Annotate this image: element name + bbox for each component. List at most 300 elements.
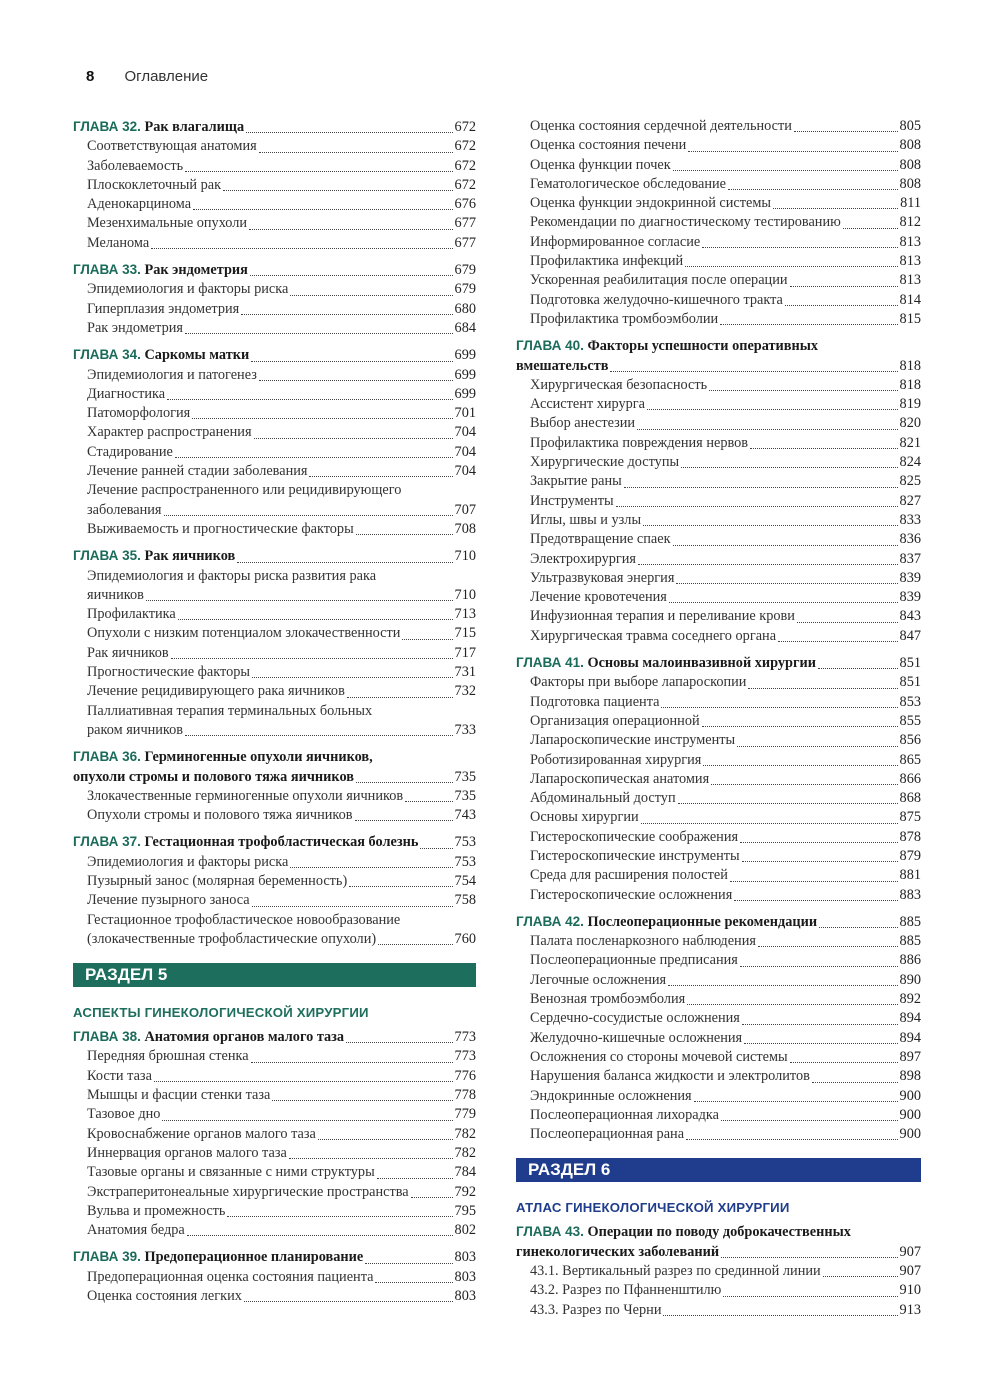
toc-entry[interactable] — [516, 414, 921, 433]
dot-leader — [638, 564, 898, 565]
page-number: 735 — [454, 768, 476, 785]
entry-title: Информированное согласие — [530, 233, 701, 250]
chapter-block — [516, 336, 921, 646]
toc-entry[interactable] — [73, 682, 476, 701]
toc-entry[interactable] — [516, 932, 921, 951]
page-number: 866 — [899, 770, 921, 787]
page-number: 886 — [899, 952, 921, 969]
entry-title: Ускоренная реабилитация после операции — [530, 272, 788, 289]
entry-title: Опухоли с низким потенциалом злокачественности — [87, 625, 401, 642]
entry-title: Анатомия бедра — [87, 1222, 185, 1239]
toc-entry[interactable] — [73, 214, 476, 233]
page-number: 897 — [899, 1048, 921, 1065]
chapter-entry[interactable] — [73, 768, 476, 787]
toc-entry[interactable] — [516, 971, 921, 990]
page-number: 853 — [899, 693, 921, 710]
chapter-label: ГЛАВА 33. — [73, 262, 141, 278]
toc-entry[interactable] — [73, 300, 476, 319]
toc-entry[interactable] — [516, 828, 921, 847]
page-number: 677 — [454, 234, 476, 251]
page-number: 890 — [899, 971, 921, 988]
toc-entry[interactable] — [73, 404, 476, 423]
page-number: 808 — [899, 137, 921, 154]
toc-entry[interactable] — [516, 789, 921, 808]
entry-title: Эпидемиология и факторы риска — [87, 853, 289, 870]
toc-entry[interactable] — [516, 1106, 921, 1125]
dot-leader — [318, 1139, 453, 1140]
dot-leader — [246, 132, 452, 133]
toc-entry[interactable] — [516, 395, 921, 414]
entry-title: Организация операционной — [530, 712, 700, 729]
chapter-block — [73, 345, 476, 539]
toc-entry[interactable] — [516, 434, 921, 453]
dot-leader — [244, 1301, 453, 1302]
toc-entry[interactable] — [516, 213, 921, 232]
page-number: 878 — [899, 828, 921, 845]
toc-entry[interactable] — [516, 569, 921, 588]
entry-title-line: Лечение распространенного или рецидивирующего — [87, 482, 402, 499]
toc-entry[interactable] — [516, 1262, 921, 1281]
chapter-label: ГЛАВА 40. — [516, 338, 584, 354]
toc-entry[interactable] — [516, 511, 921, 530]
toc-entry[interactable] — [73, 501, 476, 520]
entry-title: Гематологическое обследование — [530, 175, 727, 192]
entry-title: Гистероскопические инструменты — [530, 847, 740, 864]
toc-entry[interactable] — [516, 886, 921, 905]
toc-entry[interactable] — [516, 550, 921, 569]
dot-leader — [730, 881, 898, 882]
dot-leader — [734, 900, 897, 901]
toc-entry[interactable] — [73, 891, 476, 910]
dot-leader — [151, 248, 452, 249]
page-number: 851 — [899, 655, 921, 672]
dot-leader — [192, 418, 452, 419]
page-number: 883 — [899, 886, 921, 903]
entry-title: Подготовка желудочно-кишечного тракта — [530, 291, 783, 308]
dot-leader — [250, 275, 453, 276]
dot-leader — [164, 515, 453, 516]
dot-leader — [641, 823, 898, 824]
toc-entry[interactable] — [73, 423, 476, 442]
page-number: 813 — [899, 233, 921, 250]
toc-entry[interactable] — [73, 586, 476, 605]
chapter-label: ГЛАВА 35. — [73, 548, 141, 564]
entry-title: Инструменты — [530, 492, 614, 509]
toc-entry[interactable] — [516, 472, 921, 491]
toc-entry[interactable] — [73, 366, 476, 385]
toc-entry[interactable] — [73, 806, 476, 825]
toc-entry[interactable] — [73, 721, 476, 740]
chapter-entry[interactable] — [73, 1247, 476, 1267]
chapter-entry[interactable] — [516, 1243, 921, 1262]
entry-title: Подготовка пациента — [530, 693, 660, 710]
dot-leader — [785, 305, 898, 306]
section-heading — [516, 1158, 921, 1215]
page-number: 753 — [454, 834, 476, 851]
entry-title: Вульва и промежность — [87, 1202, 226, 1219]
toc-entry[interactable] — [516, 156, 921, 175]
page-number: 913 — [899, 1301, 921, 1318]
toc-entry[interactable] — [516, 271, 921, 290]
page-number: 710 — [454, 548, 476, 565]
entry-title: Плоскоклеточный рак — [87, 176, 222, 193]
dot-leader — [356, 782, 453, 783]
entry-title: Хирургические доступы — [530, 454, 680, 471]
toc-entry[interactable] — [516, 731, 921, 750]
toc-entry[interactable] — [516, 607, 921, 626]
chapter-block — [73, 260, 476, 338]
entry-title: Лечение пузырного заноса — [87, 892, 250, 909]
toc-entry[interactable] — [73, 319, 476, 338]
dot-leader — [742, 1024, 898, 1025]
toc-entry[interactable] — [516, 627, 921, 646]
dot-leader — [193, 209, 452, 210]
page-number: 900 — [899, 1106, 921, 1123]
dot-leader — [737, 746, 897, 747]
toc-entry[interactable] — [73, 605, 476, 624]
toc-entry[interactable] — [73, 663, 476, 682]
dot-leader — [694, 1101, 898, 1102]
entry-title: Профилактика повреждения нервов — [530, 434, 749, 451]
toc-entry[interactable] — [516, 990, 921, 1009]
dot-leader — [797, 622, 898, 623]
toc-entry[interactable] — [73, 1163, 476, 1182]
toc-entry[interactable] — [73, 195, 476, 214]
entry-title: ГЛАВА 33. Рак эндометрия — [73, 262, 248, 279]
toc-entry[interactable] — [73, 644, 476, 663]
toc-entry[interactable] — [516, 376, 921, 395]
dot-leader — [794, 131, 898, 132]
toc-entry[interactable] — [73, 137, 476, 156]
page-number: 802 — [454, 1222, 476, 1239]
page-number: 795 — [454, 1202, 476, 1219]
page-number: 784 — [454, 1164, 476, 1181]
chapter-block — [73, 1247, 476, 1306]
entry-title: вмешательств — [516, 357, 609, 374]
dot-leader — [185, 171, 452, 172]
toc-entry[interactable] — [516, 310, 921, 329]
toc-entry[interactable] — [516, 136, 921, 155]
dot-leader — [778, 641, 898, 642]
toc-entry[interactable] — [516, 1087, 921, 1106]
toc-entry[interactable] — [73, 280, 476, 299]
chapter-block — [73, 747, 476, 825]
page-number: 851 — [899, 674, 921, 691]
chapter-label: ГЛАВА 39. — [73, 1249, 141, 1265]
page-number: 676 — [454, 196, 476, 213]
page-number: 672 — [454, 119, 476, 135]
section-title: АТЛАС ГИНЕКОЛОГИЧЕСКОЙ ХИРУРГИИ — [516, 1200, 790, 1216]
page-number: 779 — [454, 1106, 476, 1123]
toc-entry[interactable] — [516, 951, 921, 970]
page-number: 907 — [899, 1243, 921, 1260]
toc-entry[interactable] — [516, 693, 921, 712]
page-number: 824 — [899, 454, 921, 471]
page-number: 715 — [454, 625, 476, 642]
entry-title: 43.1. Вертикальный разрез по срединной линии — [530, 1263, 821, 1280]
dot-leader — [251, 361, 452, 362]
toc-entry[interactable] — [516, 1125, 921, 1144]
dot-leader — [678, 803, 898, 804]
toc-entry[interactable] — [73, 1221, 476, 1240]
dot-leader — [146, 600, 453, 601]
toc-entry[interactable] — [73, 520, 476, 539]
dot-leader — [223, 190, 452, 191]
page-number: 900 — [899, 1126, 921, 1143]
entry-title: Тазовые органы и связанные с ними структуры — [87, 1164, 375, 1181]
page-number: 843 — [899, 608, 921, 625]
entry-title: гинекологических заболеваний — [516, 1243, 720, 1260]
entry-title: Иннервация органов малого таза — [87, 1144, 287, 1161]
dot-leader — [668, 985, 897, 986]
entry-title: опухоли стромы и полового тяжа яичников — [73, 768, 354, 785]
dot-leader — [251, 1062, 453, 1063]
toc-entry[interactable] — [73, 462, 476, 481]
entry-title: Опухоли стромы и полового тяжа яичников — [87, 807, 353, 824]
page-number: 773 — [454, 1029, 476, 1046]
page-number: 875 — [899, 809, 921, 826]
entry-title: Предоперационная оценка состояния пациента — [87, 1268, 374, 1285]
toc-entry[interactable] — [516, 847, 921, 866]
toc-entry[interactable] — [516, 117, 921, 136]
dot-leader — [185, 735, 452, 736]
dot-leader — [673, 170, 898, 171]
entry-title: Тазовое дно — [87, 1106, 161, 1123]
section-band: РАЗДЕЛ 6 — [516, 1158, 921, 1182]
toc-right-column — [516, 117, 921, 1320]
dot-leader — [676, 583, 897, 584]
entry-title: Меланома — [87, 234, 150, 251]
page-number: 679 — [454, 281, 476, 298]
page-number: 704 — [454, 463, 476, 480]
page-number: 760 — [454, 930, 476, 947]
entry-title-line: Эпидемиология и факторы риска развития рака — [87, 567, 377, 584]
page-number: 808 — [899, 156, 921, 173]
chapter-entry[interactable] — [516, 912, 921, 932]
toc-entry[interactable] — [516, 291, 921, 310]
dot-leader — [185, 333, 453, 334]
entry-title: Оценка состояния легких — [87, 1288, 242, 1305]
dot-leader — [744, 1043, 897, 1044]
dot-leader — [703, 765, 897, 766]
toc-entry[interactable] — [73, 930, 476, 949]
dot-leader — [740, 842, 897, 843]
toc-entry[interactable] — [73, 234, 476, 253]
page-number: 881 — [899, 867, 921, 884]
toc-entry[interactable] — [73, 872, 476, 891]
dot-leader — [355, 820, 453, 821]
dot-leader — [349, 886, 452, 887]
dot-leader — [748, 688, 897, 689]
toc-entry[interactable] — [516, 673, 921, 692]
dot-leader — [377, 1178, 453, 1179]
page-number: 836 — [899, 531, 921, 548]
entry-title: Послеоперационные предписания — [530, 952, 738, 969]
entry-title-line: Гестационное трофобластическое новообразование — [87, 911, 401, 928]
toc-entry[interactable] — [516, 770, 921, 789]
toc-entry[interactable] — [73, 443, 476, 462]
entry-title: Эндокринные осложнения — [530, 1087, 692, 1104]
toc-entry[interactable] — [73, 1067, 476, 1086]
entry-title: Оценка состояния сердечной деятельности — [530, 118, 792, 134]
entry-title: ГЛАВА 42. Послеоперационные рекомендации — [516, 913, 818, 930]
chapter-entry[interactable] — [516, 357, 921, 376]
toc-entry[interactable] — [73, 1105, 476, 1124]
toc-entry[interactable] — [516, 1301, 921, 1320]
page-number: 731 — [454, 664, 476, 681]
dot-leader — [259, 152, 453, 153]
entry-title: Послеоперационная рана — [530, 1126, 685, 1143]
toc-entry[interactable] — [516, 1009, 921, 1028]
page-number: 885 — [899, 933, 921, 950]
chapter-entry[interactable] — [73, 546, 476, 566]
toc-entry[interactable] — [516, 453, 921, 472]
page-number: 910 — [899, 1282, 921, 1299]
dot-leader — [673, 545, 898, 546]
toc-entry[interactable] — [516, 194, 921, 213]
page-header — [86, 68, 208, 85]
dot-leader — [721, 1120, 898, 1121]
toc-entry[interactable] — [73, 624, 476, 643]
dot-leader — [819, 927, 897, 928]
entry-title: Оценка функции эндокринной системы — [530, 195, 772, 212]
page-number: 699 — [454, 366, 476, 383]
chapter-entry[interactable] — [73, 345, 476, 365]
chapter-label: ГЛАВА 42. — [516, 913, 584, 929]
dot-leader — [711, 784, 897, 785]
chapter-title-line: ГЛАВА 36. Герминогенные опухоли яичников, — [73, 749, 373, 766]
page-number: 792 — [454, 1183, 476, 1200]
dot-leader — [290, 295, 452, 296]
toc-entry[interactable] — [73, 787, 476, 806]
dot-leader — [637, 429, 897, 430]
entry-title: Профилактика тромбоэмболии — [530, 310, 719, 327]
page-number: 743 — [454, 807, 476, 824]
toc-entry[interactable] — [73, 1047, 476, 1066]
chapter-entry[interactable] — [73, 117, 476, 137]
toc-entry[interactable] — [73, 1268, 476, 1287]
entry-title: Инфузионная терапия и переливание крови — [530, 608, 795, 625]
entry-title: Среда для расширения полостей — [530, 867, 728, 884]
toc-entry[interactable] — [516, 1029, 921, 1048]
entry-title: Абдоминальный доступ — [530, 790, 676, 807]
dot-leader — [167, 399, 452, 400]
toc-entry[interactable] — [516, 712, 921, 731]
entry-title-line: Паллиативная терапия терминальных больных — [87, 702, 373, 719]
toc-entry[interactable] — [516, 1048, 921, 1067]
dot-leader — [249, 229, 453, 230]
page-number: 847 — [899, 627, 921, 644]
toc-entry[interactable] — [516, 751, 921, 770]
dot-leader — [227, 1216, 452, 1217]
chapter-label: ГЛАВА 43. — [516, 1224, 584, 1240]
entry-title: Рак яичников — [87, 644, 169, 661]
toc-entry[interactable] — [73, 176, 476, 195]
entry-title: Диагностика — [87, 385, 166, 402]
dot-leader — [175, 457, 453, 458]
page-number: 684 — [454, 319, 476, 336]
page-number: 803 — [454, 1288, 476, 1305]
toc-entry[interactable] — [516, 1281, 921, 1300]
dot-leader — [740, 966, 898, 967]
toc-entry[interactable] — [516, 252, 921, 271]
page-number: 701 — [454, 405, 476, 422]
entry-title: ГЛАВА 35. Рак яичников — [73, 548, 236, 565]
toc-left-column — [73, 117, 476, 1306]
page-number: 833 — [899, 511, 921, 528]
toc-entry[interactable] — [516, 808, 921, 827]
entry-title: ГЛАВА 39. Предоперационное планирование — [73, 1249, 364, 1266]
dot-leader — [624, 487, 898, 488]
page-number: 821 — [899, 434, 921, 451]
toc-entry[interactable] — [73, 385, 476, 404]
toc-entry[interactable] — [516, 175, 921, 194]
entry-title: Послеоперационная лихорадка — [530, 1106, 719, 1123]
toc-entry[interactable] — [73, 1125, 476, 1144]
toc-entry[interactable] — [73, 157, 476, 176]
toc-entry[interactable] — [516, 1067, 921, 1086]
chapter-entry[interactable] — [516, 653, 921, 673]
toc-entry[interactable] — [73, 853, 476, 872]
entry-title: Электрохирургия — [530, 550, 636, 567]
toc-entry[interactable] — [516, 530, 921, 549]
page-number: 782 — [454, 1125, 476, 1142]
dot-leader — [237, 562, 452, 563]
entry-title: Заболеваемость — [87, 157, 184, 174]
entry-title: Соответствующая анатомия — [87, 138, 257, 155]
chapter-entry[interactable] — [73, 832, 476, 852]
toc-entry[interactable] — [73, 1202, 476, 1221]
page-number: 713 — [454, 606, 476, 623]
page-number: 803 — [454, 1249, 476, 1266]
page-number: 677 — [454, 215, 476, 232]
chapter-entry[interactable] — [73, 260, 476, 280]
page-number: 812 — [899, 214, 921, 231]
dot-leader — [742, 861, 898, 862]
toc-entry[interactable] — [73, 1287, 476, 1306]
entry-title: Закрытие раны — [530, 473, 622, 490]
entry-title: Оценка состояния печени — [530, 137, 687, 154]
entry-title: Профилактика инфекций — [530, 253, 684, 270]
entry-title: Основы хирургии — [530, 809, 639, 826]
page-number: 708 — [454, 520, 476, 537]
toc-entry[interactable] — [516, 233, 921, 252]
page-number: 811 — [900, 195, 921, 212]
dot-leader — [610, 371, 897, 372]
section-title: АСПЕКТЫ ГИНЕКОЛОГИЧЕСКОЙ ХИРУРГИИ — [73, 1005, 369, 1021]
toc-entry[interactable] — [73, 1144, 476, 1163]
entry-title: Передняя брюшная стенка — [87, 1048, 249, 1065]
chapter-block — [516, 653, 921, 905]
dot-leader — [790, 286, 898, 287]
entry-title: ГЛАВА 32. Рак влагалища — [73, 119, 245, 135]
entry-title: 43.3. Разрез по Черни — [530, 1301, 662, 1318]
toc-entry[interactable] — [516, 588, 921, 607]
entry-title: Предотвращение спаек — [530, 531, 671, 548]
chapter-entry[interactable] — [73, 1027, 476, 1047]
entry-title: Кровоснабжение органов малого таза — [87, 1125, 316, 1142]
toc-entry[interactable] — [73, 1183, 476, 1202]
toc-entry[interactable] — [516, 866, 921, 885]
entry-title: Аденокарцинома — [87, 196, 192, 213]
toc-entry[interactable] — [516, 492, 921, 511]
toc-entry[interactable] — [73, 1086, 476, 1105]
page-number: 710 — [454, 586, 476, 603]
page-number: 865 — [899, 751, 921, 768]
chapter-block — [73, 1027, 476, 1240]
page-number: 839 — [899, 569, 921, 586]
page-number: 672 — [454, 138, 476, 155]
